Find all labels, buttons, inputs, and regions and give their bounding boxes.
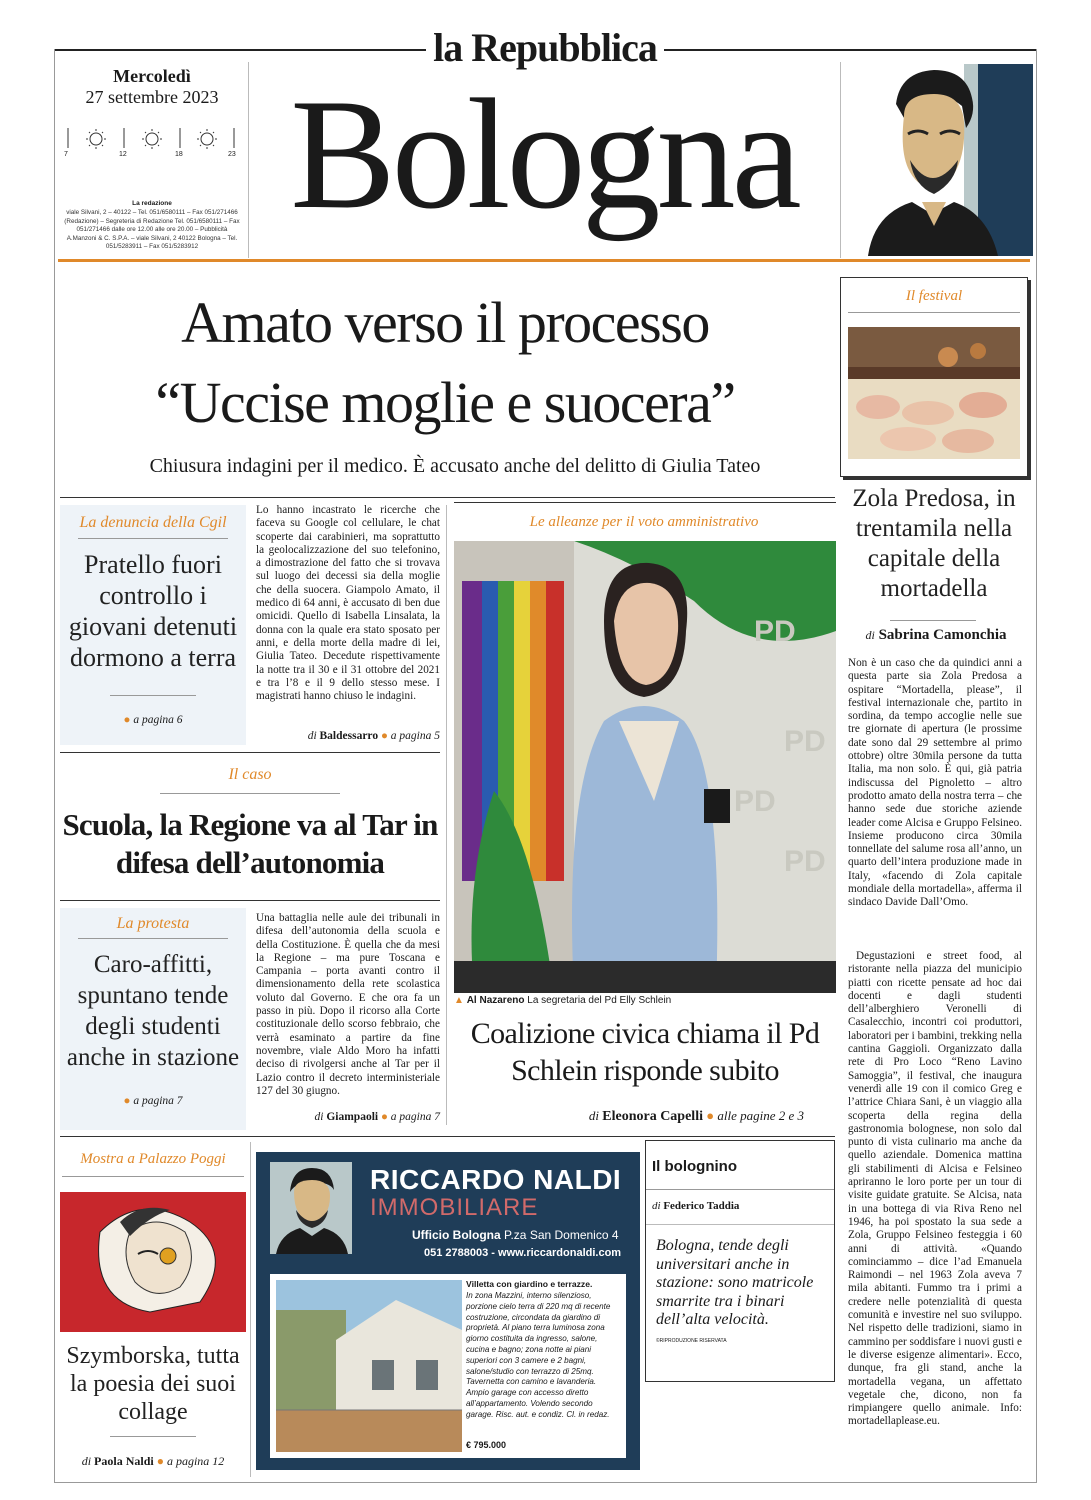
scuola-bottom-rule bbox=[60, 900, 440, 901]
cgil-page-ref[interactable]: ● a pagina 6 bbox=[123, 714, 183, 726]
masthead-frame-left bbox=[54, 49, 55, 1482]
lead-headline-line1: Amato verso il processo bbox=[181, 290, 709, 355]
collage-image bbox=[60, 1192, 246, 1332]
portrait-figure bbox=[848, 64, 1033, 256]
pd-logo: PD bbox=[784, 725, 826, 758]
festival-kicker-rule bbox=[848, 312, 1020, 313]
ad-office: Ufficio Bologna P.za San Domenico 4 bbox=[412, 1228, 619, 1242]
protesta-kicker: La protesta bbox=[116, 915, 190, 932]
redazione-title: La redazione bbox=[132, 200, 172, 207]
festival-photo bbox=[848, 327, 1020, 459]
pd-logo: PD bbox=[754, 615, 796, 648]
pd-logo: PD bbox=[784, 845, 826, 878]
scuola-kicker: Il caso bbox=[228, 766, 272, 783]
scuola-kicker-rule bbox=[160, 793, 340, 794]
bolognino-rights: ©RIPRODUZIONE RISERVATA bbox=[656, 1337, 727, 1344]
weather-graphic bbox=[62, 124, 244, 162]
ad-house-photo bbox=[276, 1280, 462, 1452]
schlein-kicker: Le alleanze per il voto amministrativo bbox=[529, 514, 759, 530]
cgil-kicker-rule bbox=[78, 538, 228, 539]
poggi-kicker-rule bbox=[62, 1176, 244, 1177]
bolognino-text: Bologna, tende degli universitari anche in stazione: sono matricole smarrite tra i binari dell’alta velocità. bbox=[656, 1237, 814, 1328]
scuola-top-rule bbox=[60, 752, 440, 753]
weather-hour: 12 bbox=[119, 151, 127, 158]
scuola-body: Una battaglia nelle aule dei tribunali in difesa dell’autonomia della scuola e della Costituzione. È quella che da mesi la Regione – ma pure Toscana e Campania – porta avanti contro il dimensionamento della rete scolastica voluto dal Governo. E che ora fa un passo in più. Dopo il ricorso alla Corte costituzionale dello scorso febbraio, che verrà esaminato a partire da fine novembre, viale Aldo Moro ha infatti deciso di rivolgersi anche al Tar per il Lazio contro il decreto interministeriale 127 del 30 giugno. bbox=[256, 912, 440, 1097]
page-bottom-rule bbox=[54, 1482, 1037, 1483]
weather-strip bbox=[62, 124, 244, 162]
schlein-caption: ▲ Al Nazareno La segretaria del Pd Elly Schlein bbox=[454, 995, 672, 1006]
protesta-title: Caro-affitti, spuntano tende degli studenti anche in stazione bbox=[66, 951, 240, 1071]
lead-byline[interactable]: di Baldessarro ● a pagina 5 bbox=[307, 730, 440, 742]
realestate-ad[interactable] bbox=[256, 1152, 640, 1470]
protesta-page-ref[interactable]: ● a pagina 7 bbox=[123, 1095, 183, 1107]
bolognino-title: Il bolognino bbox=[652, 1158, 737, 1175]
lead-headline-line2: “Uccise moglie e suocera” bbox=[155, 370, 735, 435]
masthead-orange-rule bbox=[58, 259, 1030, 262]
lead-subhead: Chiusura indagini per il medico. È accusato anche del delitto di Giulia Tateo bbox=[149, 455, 761, 477]
cgil-box bbox=[60, 505, 246, 745]
scuola-byline[interactable]: di Giampaoli ● a pagina 7 bbox=[314, 1111, 440, 1123]
poggi-title: Szymborska, tutta la poesia dei suoi collage bbox=[66, 1343, 240, 1425]
ad-brand-name: RICCARDO NALDI bbox=[370, 1164, 622, 1195]
cgil-end-rule bbox=[110, 695, 196, 696]
ad-brand-sub: IMMOBILIARE bbox=[370, 1194, 539, 1221]
date-day: Mercoledì bbox=[113, 66, 191, 86]
poggi-byline[interactable]: di Paola Naldi ● a pagina 12 bbox=[81, 1454, 225, 1468]
date-full: 27 settembre 2023 bbox=[85, 87, 219, 107]
lead-body: Lo hanno incastrato le ricerche che faceva su Google col cellulare, le chat scoperte dai carabinieri, ma soprattutto la geolocalizzazione del suo telefonino, a dimostrazione del fatto che si trovava sul luogo dei decessi sia della moglie che della suocera. Giampolo Amato, il medico di 64 anni, è accusato di ben due omicidi. Quello di Isabella Linsalata, la donna con la quale era stato sposato per anni, e della morte della madre di lei, Giulia Tateo. Decedute rispettivamente la notte tra il 30 e il 31 ottobre del 2021 e tra l’8 e il 9 dello stesso mese. I magistrati hanno chiuso le indagini. bbox=[256, 504, 440, 703]
ad-phone[interactable]: 051 2788003 - www.riccardonaldi.com bbox=[424, 1247, 622, 1259]
festival-body-1: Non è un caso che da quindici anni a questa parte sia Zola Predosa a ospitare “Mortadella, please”, il festival internazionale che, partito in sordina, da tempo accoglie nelle sue tre giornate di apertura (le prossime date sono dal 29 settembre al primo ottobre) oltre 30mila persone da tutta Italia, ma non solo. È qui, già patria indiscussa del Pignoletto – altro prodotto amato della nostra terra – che hanno sede due storiche aziende leader come Alcisa e Gruppo Felsineo. Insieme producono circa 30mila tonnellate del salume rosa all’anno, un quarto dell’intera produzione made in Italy, «facendo di Zola capitale mondiale della mortadella», afferma il sindaco Davide Dall’Omo. bbox=[848, 657, 1022, 909]
festival-box bbox=[840, 277, 1028, 477]
bolognino-rule bbox=[646, 1189, 834, 1190]
lead-divider bbox=[60, 497, 835, 498]
bolognino-byline: di Federico Taddia bbox=[652, 1200, 740, 1212]
masthead-top-rule-right bbox=[664, 49, 1037, 51]
portrait-illustration bbox=[848, 64, 1033, 256]
ad-portrait bbox=[270, 1162, 352, 1254]
masthead-frame-right bbox=[1036, 49, 1037, 1482]
schlein-top-rule bbox=[454, 502, 836, 503]
festival-kicker: Il festival bbox=[905, 288, 963, 304]
poggi-divider bbox=[250, 1142, 251, 1477]
sun-icon bbox=[142, 129, 162, 149]
sun-icon bbox=[86, 129, 106, 149]
festival-body-2: Degustazioni e street food, al ristorante nella piazza del municipio piatti con ricette pensate ad hoc dai docenti e dagli studenti dell’alberghiero Veronelli di Casalecchio, incontri coi produttori, laboratori per i bambini, trekking nella cantina Gaggioli. Organizzato dalla rete di Pro Loco “Reno Lavino Samoggia”, il festival, che inaugura venerdì alle 19 con il comico Greg e l’attrice Chiara Sani, è un viaggio alla scoperta della regina della gastronomia bolognese, non solo dal punto di vista culinario ma anche da quello aziendale. Domenica mattina gli stabilimenti di Alcisa e Felsineo apriranno le loro porte per un tour di visite guidate gratuite. Se Alcisa, nata in una bottega di via Riva Reno nel 1946, ha poi spostato la sua sede a Zola, Gruppo Felsineo festeggia i 60 anni di attività. «Quando cominciammo – dice l’ad Emanuela Raimondi – nel 1963 Zola aveva 7 mila abitanti. Fummo tra i primi a credere nelle potenzialità di questa comunità e investire nel suo sviluppo. Nel rispetto delle tradizioni, siamo in cammino per soddisfare i nuovi gusti e le diverse esigenze alimentari». Ecco, dunque, fra gli stand, anche la mortadella vegana, un affettato vegetale che, dicono, non fa rimpiangere quello animale. Info: mortadellaplease.eu. bbox=[848, 950, 1022, 1428]
col-divider-center bbox=[446, 505, 447, 1125]
festival-title: Zola Predosa, in trentamila nella capitale della mortadella bbox=[852, 485, 1016, 602]
festival-byline: di Sabrina Camonchia bbox=[865, 627, 1007, 643]
middle-bottom-rule bbox=[60, 1136, 835, 1137]
schlein-byline[interactable]: di Eleonora Capelli ● alle pagine 2 e 3 bbox=[588, 1108, 804, 1124]
brand-logo: la Repubblica bbox=[433, 25, 657, 70]
poggi-collage bbox=[60, 1192, 246, 1332]
sun-icon bbox=[197, 129, 217, 149]
protesta-box bbox=[60, 908, 246, 1130]
cgil-title: Pratello fuori controllo i giovani detenuti dormono a terra bbox=[68, 550, 238, 672]
schlein-photo-graphic bbox=[454, 541, 836, 993]
edition-title: Bologna bbox=[290, 67, 798, 242]
redazione-info: viale Silvani, 2 – 40122 – Tel. 051/6580111 – Fax 051/271466 (Redazione) – Segreteria di Redazione Tel. 051/6580111 – Fax 051/271466 dalle ore 12.00 alle ore 20.00 – Pubblicità A.Manzoni & C. S.P.A. – viale Silvani, 2 40122 Bologna – Tel. 051/5283911 – Fax 051/5283912 bbox=[64, 209, 240, 251]
masthead-top-rule bbox=[54, 49, 426, 51]
scuola-headline: Scuola, la Regione va al Tar in difesa dell’autonomia bbox=[62, 807, 438, 880]
bolognino-rule-2 bbox=[646, 1224, 834, 1225]
ad-listing-card bbox=[270, 1274, 626, 1458]
schlein-photo bbox=[454, 541, 836, 993]
ad-listing-price: € 795.000 bbox=[466, 1440, 507, 1450]
ad-listing-title: Villetta con giardino e terrazze. bbox=[466, 1279, 593, 1289]
bolognino-box bbox=[645, 1140, 835, 1382]
protesta-kicker-rule bbox=[78, 938, 228, 939]
ad-listing-body: In zona Mazzini, interno silenzioso, porzione cielo terra di 220 mq di recente costruzione, circondata da giardino di proprietà. Al piano terra luminosa zona giorno costituita da ingresso, salone, cucina e bagno; zona notte ai piani superiori con 3 camere e 2 bagni, salone/studio con terrazzo di 25mq. Tavernetta con camino e lavanderia. Ampio garage con accesso diretto all’appartamento. Volendo secondo garage. Risc. aut. e condiz. Cl. in redaz. bbox=[466, 1291, 611, 1419]
weather-hour: 7 bbox=[64, 151, 68, 158]
pd-logo: PD bbox=[734, 785, 776, 818]
masthead-divider-right bbox=[840, 62, 841, 258]
cgil-kicker: La denuncia della Cgil bbox=[79, 514, 227, 531]
poggi-kicker: Mostra a Palazzo Poggi bbox=[80, 1151, 226, 1167]
weather-hour: 23 bbox=[228, 151, 236, 158]
poggi-end-rule bbox=[110, 1436, 196, 1437]
weather-hour: 18 bbox=[175, 151, 183, 158]
caption-triangle-icon: ▲ bbox=[454, 995, 464, 1006]
schlein-headline: Coalizione civica chiama il Pd Schlein risponde subito bbox=[470, 1017, 820, 1087]
festival-title-rule bbox=[890, 620, 976, 621]
